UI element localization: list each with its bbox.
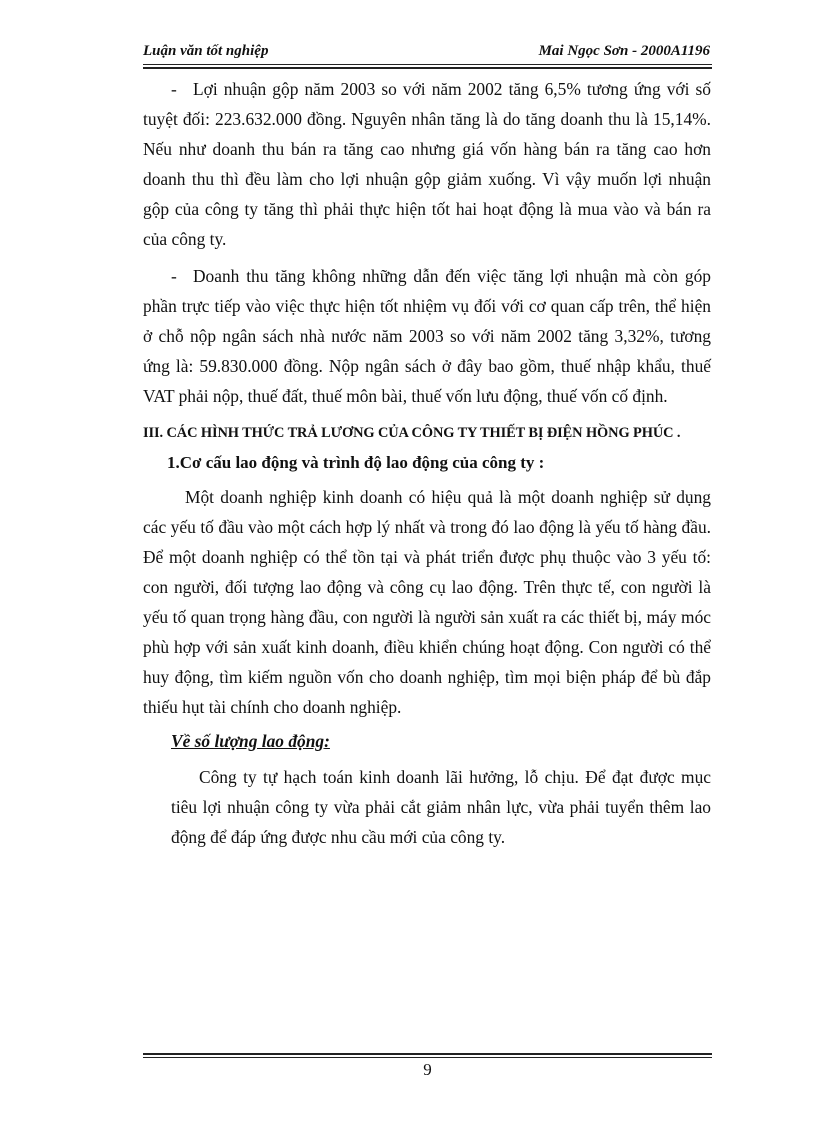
- section-title: III. CÁC HÌNH THỨC TRẢ LƯƠNG CỦA CÔNG TY THIẾT BỊ ĐIỆN HỒNG PHÚC .: [143, 425, 681, 441]
- header-divider-thin: [143, 64, 712, 65]
- footer-divider-thick: [143, 1053, 712, 1055]
- page-number: 9: [423, 1060, 432, 1079]
- subsection-title: 1.Cơ cấu lao động và trình độ lao động của công ty :: [167, 453, 545, 472]
- labor-quantity-heading-text: Về số lượng lao động: [171, 731, 325, 751]
- paragraph-revenue: [143, 261, 711, 411]
- bullet-dash: -: [171, 266, 177, 286]
- page-body: [143, 74, 711, 852]
- paragraph-gross-profit: [143, 74, 711, 254]
- paragraph-labor-quantity: Công ty tự hạch toán kinh doanh lãi hưởng, lỗ chịu. Để đạt được mục tiêu lợi nhuận công ty vừa phải cắt giảm nhân lực, vừa phải tuyển thêm lao động để đáp ứng được nhu cầu mới của công ty.: [171, 767, 711, 847]
- paragraph-labor-factors: Một doanh nghiệp kinh doanh có hiệu quả là một doanh nghiệp sử dụng các yếu tố đầu vào một cách hợp lý nhất và trong đó lao động là yếu tố hàng đầu. Để một doanh nghiệp có thể tồn tại và phát triển được phụ thuộc vào 3 yếu tố: con người, đối tượng lao động và công cụ lao động. Trên thực tế, con người là yếu tố quan trọng hàng đầu, con người là người sản xuất ra các thiết bị, máy móc phù hợp với sản xuất kinh doanh, điều khiển chúng hoạt động. Con người có thể huy động, tìm kiếm nguồn vốn cho doanh nghiệp, tìm mọi biện pháp để bù đắp thiếu hụt tài chính cho doanh nghiệp.: [143, 487, 711, 717]
- paragraph-text: Lợi nhuận gộp năm 2003 so với năm 2002 tăng 6,5% tương ứng với số tuyệt đối: 223.632.000 đồng. Nguyên nhân tăng là do tăng doanh thu là 15,14%. Nếu như doanh thu bán ra tăng cao nhưng giá vốn hàng bán ra tăng cao hơn doanh thu thì đều làm cho lợi nhuận gộp giảm xuống. Vì vậy muốn lợi nhuận gộp của công ty tăng thì phải thực hiện tốt hai hoạt động là mua vào và bán ra của công ty.: [143, 79, 711, 249]
- labor-quantity-block: [171, 762, 711, 852]
- labor-quantity-heading-colon: :: [324, 731, 330, 751]
- footer-divider-thin: [143, 1057, 712, 1058]
- header-divider-thick: [143, 67, 712, 69]
- header-thesis-label: Luận văn tốt nghiệp: [143, 43, 269, 59]
- labor-quantity-heading: [171, 726, 711, 756]
- header-author-label: Mai Ngọc Sơn - 2000A1196: [538, 43, 710, 59]
- paragraph-text: Doanh thu tăng không những dẫn đến việc tăng lợi nhuận mà còn góp phần trực tiếp vào việc thực hiện tốt nhiệm vụ đối với cơ quan cấp trên, thể hiện ở chỗ nộp ngân sách nhà nước năm 2003 so với năm 2002 tăng 3,32%, tương ứng là: 59.830.000 đồng. Nộp ngân sách ở đây bao gồm, thuế nhập khẩu, thuế VAT phải nộp, thuế đất, thuế môn bài, thuế vốn lưu động, thuế vốn cố định.: [143, 266, 711, 406]
- bullet-dash: -: [171, 79, 177, 99]
